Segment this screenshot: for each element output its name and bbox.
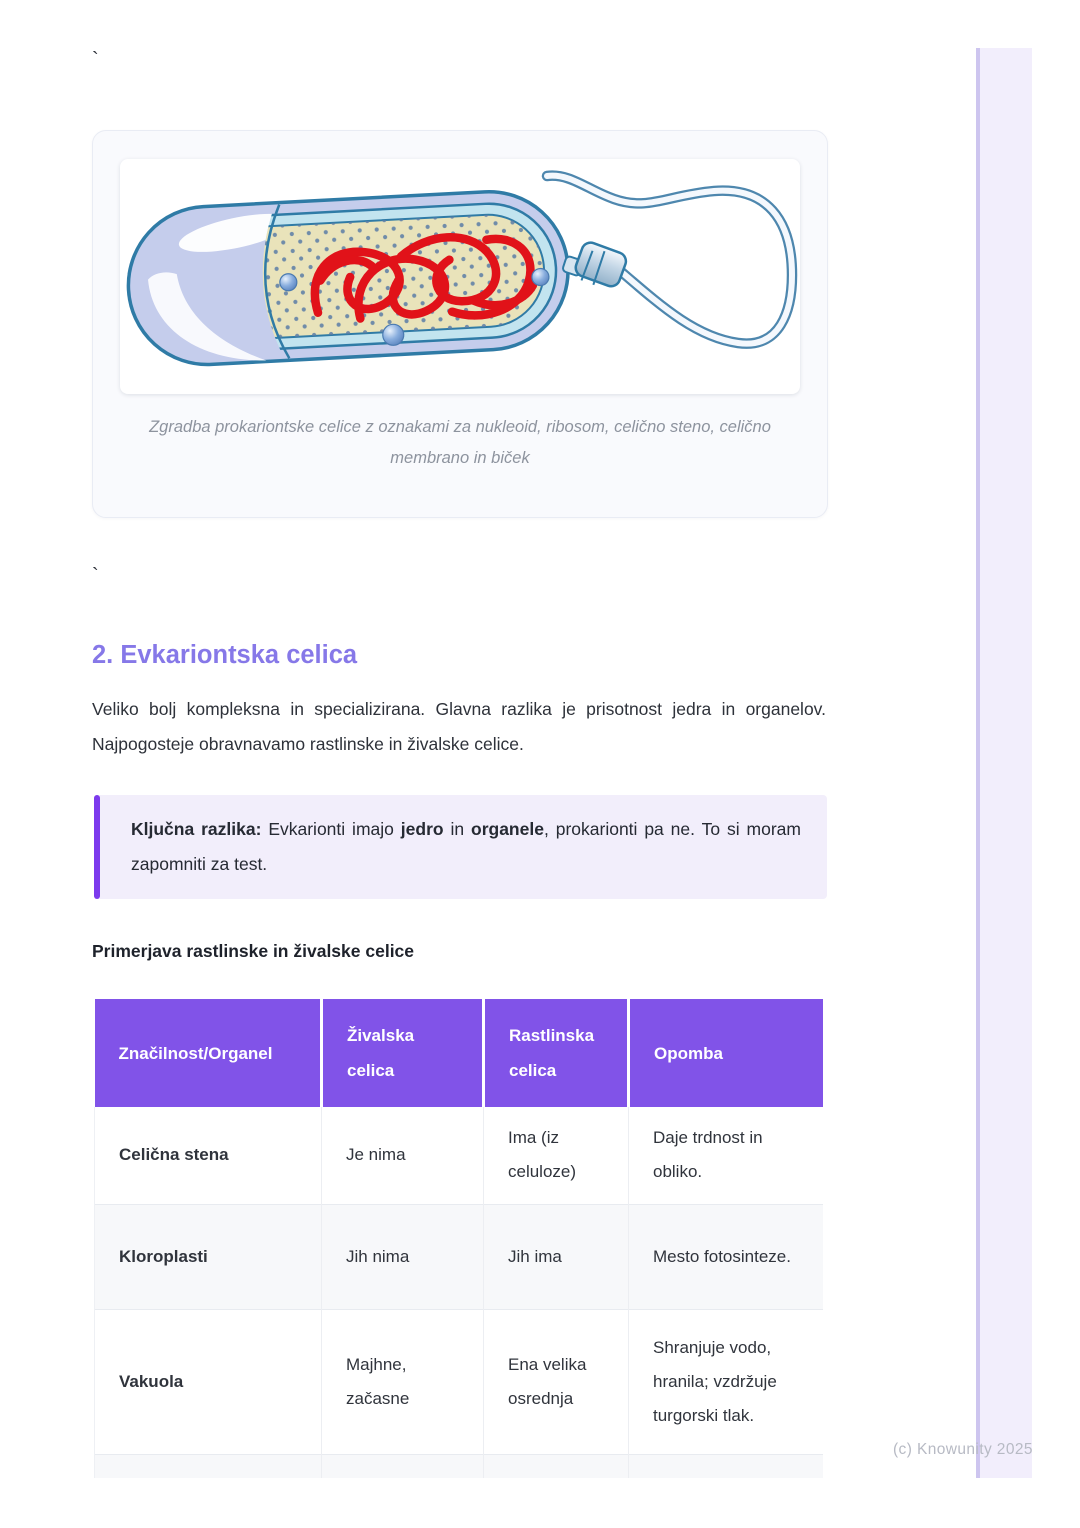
cell-plant: Ena velika osrednja [484, 1309, 629, 1454]
watermark: (c) Knowunity 2025 [893, 1441, 1033, 1458]
column-header-note: Opomba [629, 999, 824, 1107]
callout-text: Evkarionti imajo [261, 819, 401, 839]
cell-animal: Je nima [322, 1107, 484, 1204]
stray-backtick-middle: ` [92, 565, 99, 587]
cell-feature: Vakuola [95, 1309, 322, 1454]
figure-card [92, 130, 828, 518]
comparison-table-wrap [94, 999, 823, 1478]
callout-text: in [443, 819, 471, 839]
callout-bold-organele: organele [471, 819, 544, 839]
prokaryotic-cell-svg [120, 159, 800, 394]
cell-plant: Ima (iz celuloze) [484, 1107, 629, 1204]
cell-feature: Celična stena [95, 1107, 322, 1204]
figure-caption-text: Zgradba prokariontske celice z oznakami za nukleoid, ribosom, celično steno, celično membrano in biček [149, 418, 771, 467]
key-difference-callout [94, 795, 827, 899]
table-row-vakuola [95, 1309, 824, 1454]
cell-empty [629, 1454, 824, 1478]
table-header-row [95, 999, 824, 1107]
cell-empty [322, 1454, 484, 1478]
cell-note: Mesto fotosinteze. [629, 1204, 824, 1309]
cell-empty [484, 1454, 629, 1478]
cell-animal: Jih nima [322, 1204, 484, 1309]
comparison-heading: Primerjava rastlinske in živalske celice [92, 941, 415, 961]
section-heading: 2. Evkariontska celica [92, 641, 358, 669]
comparison-table [94, 999, 823, 1478]
table-row-celicna-stena [95, 1107, 824, 1204]
figure-caption [93, 412, 827, 474]
section-paragraph: Veliko bolj kompleksna in specializirana. Glavna razlika je prisotnost jedra in organelov. Najpogosteje obravnavamo rastlinske in živalske celice. [92, 699, 826, 754]
cell-plant: Jih ima [484, 1204, 629, 1309]
cell-feature: Kloroplasti [95, 1204, 322, 1309]
table-row-kloroplasti [95, 1204, 824, 1309]
callout-lead-bold: Ključna razlika: [131, 819, 262, 839]
cell-body [124, 188, 572, 369]
cell-animal: Majhne, začasne [322, 1309, 484, 1454]
cell-empty [95, 1454, 322, 1478]
stray-backtick-top: ` [92, 49, 99, 71]
right-side-panel[interactable] [976, 48, 1032, 1478]
column-header-feature: Značilnost/Organel [95, 999, 322, 1107]
prokaryotic-cell-illustration [120, 159, 800, 394]
cell-note: Daje trdnost in obliko. [629, 1107, 824, 1204]
callout-text: , prokarionti pa ne. To si moram zapomniti za test. [131, 819, 801, 874]
basal-body [562, 240, 628, 289]
column-header-plant: Rastlinska celica [484, 999, 629, 1107]
callout-bold-jedro: jedro [400, 819, 444, 839]
cell-note: Shranjuje vodo, hranila; vzdržuje turgorski tlak. [629, 1309, 824, 1454]
table-row-partial [95, 1454, 824, 1478]
column-header-animal: Živalska celica [322, 999, 484, 1107]
